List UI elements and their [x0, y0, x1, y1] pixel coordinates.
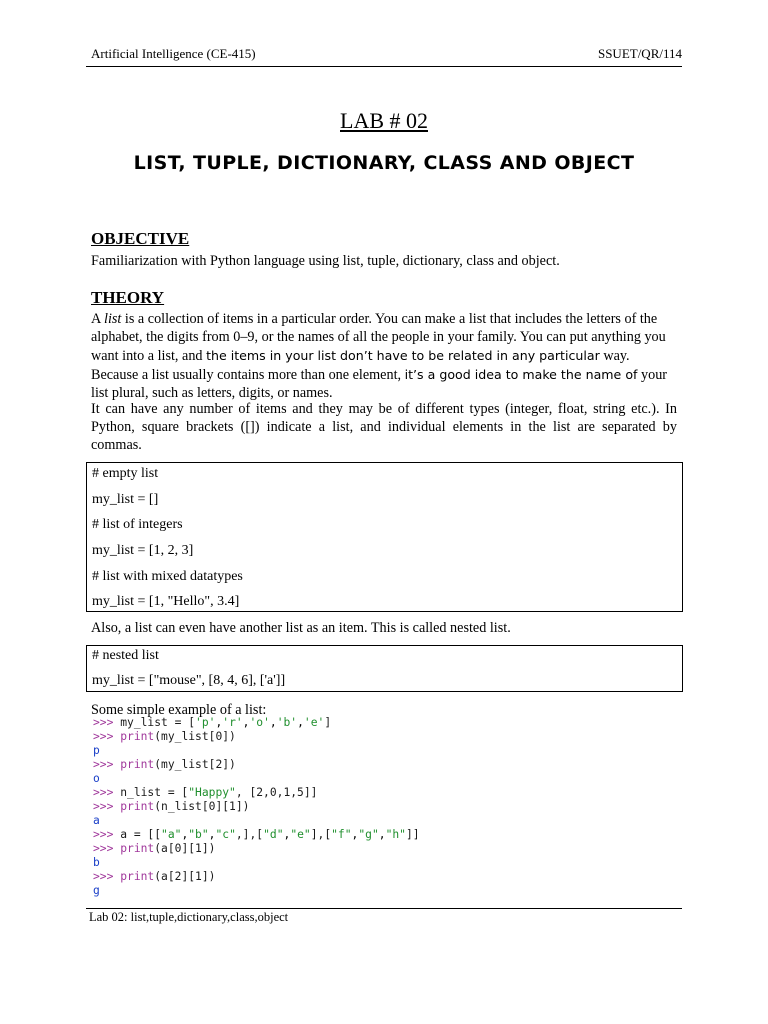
- objective-text: Familiarization with Python language using list, tuple, dictionary, class and object.: [91, 253, 560, 269]
- code-token: my_list = [: [120, 716, 196, 729]
- theory-text: the items in your list don’t have to be related in any particular: [206, 347, 600, 363]
- shell-output: o: [93, 772, 100, 785]
- theory-line: It can have any number of items and they may be of different types (integer, float, string etc.). In: [91, 401, 677, 417]
- list-term: list: [104, 311, 122, 327]
- code-token: ]]: [405, 828, 420, 841]
- print-keyword: print: [120, 730, 155, 743]
- string-literal: "h": [385, 828, 406, 841]
- code-line: # list with mixed datatypes: [92, 569, 243, 584]
- code-line: my_list = [1, 2, 3]: [92, 543, 194, 558]
- print-keyword: print: [120, 842, 155, 855]
- string-literal: "Happy": [188, 786, 236, 799]
- string-literal: "b": [188, 828, 209, 841]
- shell-prompt: >>>: [93, 800, 121, 813]
- code-line: my_list = [1, "Hello", 3.4]: [92, 594, 240, 609]
- shell-output: p: [93, 744, 100, 757]
- code-token: (my_list[0]): [154, 730, 236, 743]
- lab-title: LAB # 02: [340, 108, 428, 133]
- code-token: n_list = [: [120, 786, 189, 799]
- shell-output: g: [93, 884, 100, 897]
- code-token: (a[0][1]): [154, 842, 216, 855]
- string-literal: "f": [331, 828, 352, 841]
- code-token: ],[: [310, 828, 332, 841]
- string-literal: "e": [290, 828, 311, 841]
- theory-text: is a collection of items in a particular order. You can make a list that includes the letters of the alphabet, the digits from 0–9, or the names of all the people in your family. You can put anything you want into a list, and: [91, 311, 666, 364]
- string-literal: 'r': [222, 716, 243, 729]
- objective-heading: OBJECTIVE: [91, 229, 190, 248]
- shell-prompt: >>>: [93, 786, 121, 799]
- string-literal: 'e': [303, 716, 325, 729]
- theory-text: way. Because a list usually contains more than one element,: [91, 347, 630, 383]
- theory-text: A: [91, 311, 105, 327]
- example-intro: Some simple example of a list:: [91, 702, 267, 718]
- string-literal: "g": [358, 828, 379, 841]
- theory-text: your list plural, such as letters, digits, or names.: [91, 366, 668, 401]
- shell-output: a: [93, 814, 100, 827]
- code-line: # empty list: [92, 466, 159, 481]
- nested-list-intro: Also, a list can even have another list as an item. This is called nested list.: [91, 620, 511, 636]
- string-literal: 'p': [195, 716, 216, 729]
- python-shell-example: >>> my_list = ['p','r','o','b','e'] >>> print(my_list[0]) p >>> print(my_list[2]) o >>> n_list = ["Happy", [2,0,1,5]] >>> print(n_list[0][1]) a >>> a = [["a","b","c",],["d","e"],["f","g","h"]] >>> print(a[0][1]) b >>> print(a[2][1]) g: [93, 716, 420, 897]
- code-token: (a[2][1]): [154, 870, 216, 883]
- print-keyword: print: [120, 758, 155, 771]
- theory-text: it’s a good idea to make the name of: [404, 366, 638, 382]
- string-literal: "c": [215, 828, 236, 841]
- code-token: (my_list[2]): [154, 758, 236, 771]
- shell-prompt: >>>: [93, 716, 121, 729]
- code-token: ,],[: [235, 828, 264, 841]
- theory-line: Python, square brackets ([]) indicate a list, and individual elements in the list are separated by: [91, 418, 677, 435]
- shell-prompt: >>>: [93, 758, 121, 771]
- shell-output: b: [93, 856, 100, 869]
- string-literal: "a": [161, 828, 182, 841]
- code-token: ]: [324, 716, 332, 729]
- footer-divider: [86, 908, 682, 909]
- code-box-empty-list: [86, 462, 683, 612]
- code-line: my_list = ["mouse", [8, 4, 6], ['a']]: [92, 673, 286, 688]
- shell-prompt: >>>: [93, 842, 121, 855]
- theory-heading: THEORY: [91, 288, 165, 307]
- header-course: Artificial Intelligence (CE-415): [91, 46, 256, 61]
- theory-line: commas.: [91, 436, 142, 453]
- header-divider: [86, 66, 682, 67]
- lab-subtitle: LIST, TUPLE, DICTIONARY, CLASS AND OBJECT: [133, 152, 635, 174]
- string-literal: 'o': [249, 716, 270, 729]
- header-doc-code: SSUET/QR/114: [597, 46, 682, 61]
- code-token: a = [[: [120, 828, 162, 841]
- theory-paragraph-2: [91, 401, 677, 455]
- theory-paragraph-1: [91, 311, 677, 403]
- footer-text: Lab 02: list,tuple,dictionary,class,object: [89, 910, 289, 924]
- shell-prompt: >>>: [93, 870, 121, 883]
- shell-prompt: >>>: [93, 828, 121, 841]
- print-keyword: print: [120, 870, 155, 883]
- code-token: , [2,0,1,5]]: [235, 786, 318, 799]
- code-line: # list of integers: [92, 517, 183, 532]
- shell-prompt: >>>: [93, 730, 121, 743]
- string-literal: "d": [263, 828, 284, 841]
- string-literal: 'b': [276, 716, 298, 729]
- print-keyword: print: [120, 800, 155, 813]
- code-line: my_list = []: [92, 492, 159, 507]
- code-line: # nested list: [92, 648, 159, 663]
- code-box-nested-list: [86, 645, 683, 692]
- code-token: (n_list[0][1]): [154, 800, 250, 813]
